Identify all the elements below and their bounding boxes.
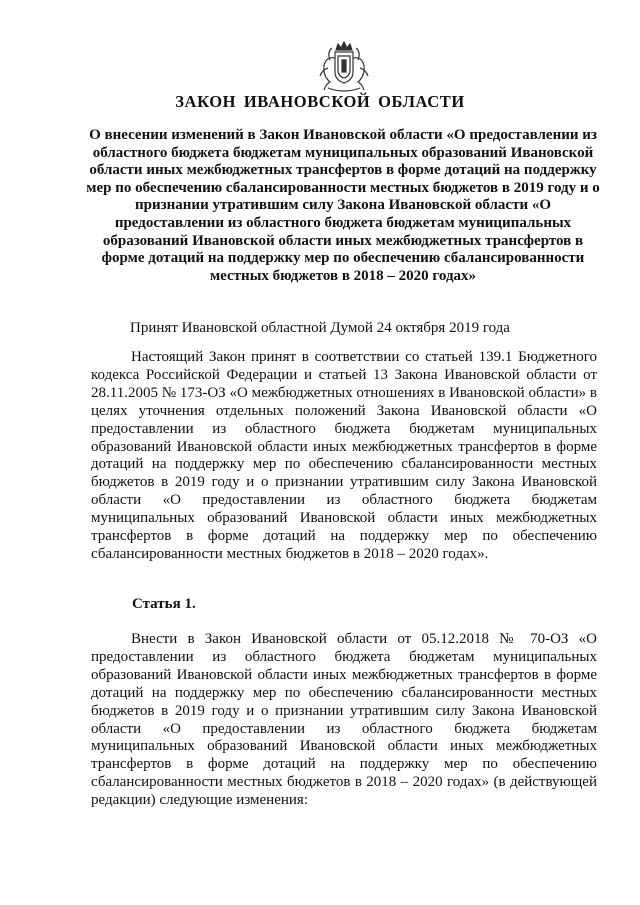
article-heading: Статья 1. (132, 596, 196, 612)
article-paragraph: Внести в Закон Ивановской области от 05.12.2018 № 70-ОЗ «О предоставлении из областного бюджета бюджетам муниципальных образований Ивановской области иных межбюджетных трансфертов в форме дотаций на поддержку мер по обеспечению сбалансированности местных бюджетов в 2019 году и о признании утратившим силу Закона Ивановской области «О предоставлении из областного бюджета бюджетам муниципальных образований Ивановской области иных межбюджетных трансфертов в форме дотаций на поддержку мер по обеспечению сбалансированности местных бюджетов в 2018 – 2020 годах» (в действующей редакции) следующие изменения: (91, 631, 597, 809)
preamble-paragraph: Настоящий Закон принят в соответствии со статьей 139.1 Бюджетного кодекса Российской Федерации и статьей 13 Закона Ивановской области от 28.11.2005 № 173-ОЗ «О межбюджетных отношениях в Ивановской области» в целях уточнения отдельных положений Закона Ивановской области «О предоставлении из областного бюджета бюджетам муниципальных образований Ивановской области иных межбюджетных трансфертов в форме дотаций на поддержку мер по обеспечению сбалансированности местных бюджетов в 2019 году и о признании утратившим силу Закона Ивановской области «О предоставлении из областного бюджета бюджетам муниципальных образований Ивановской области иных межбюджетных трансфертов в форме дотаций на поддержку мер по обеспечению сбалансированности местных бюджетов в 2018 – 2020 годах». (91, 349, 597, 562)
adoption-note: Принят Ивановской областной Думой 24 октября 2019 года (130, 320, 510, 336)
document-subtitle: О внесении изменений в Закон Ивановской области «О предоставлении из областного бюджета бюджетам муниципальных образований Ивановской области иных межбюджетных трансфертов в форме дотаций на поддержку мер по обеспечению сбалансированности местных бюджетов в 2019 году и о признании утратившим силу Закона Ивановской области «О предоставлении из областного бюджета бюджетам муниципальных образований Ивановской области иных межбюджетных трансфертов в форме дотаций на поддержку мер по обеспечению сбалансированности местных бюджетов в 2018 – 2020 годах» (86, 127, 600, 284)
coat-of-arms-icon (314, 38, 374, 96)
document-title: ЗАКОН ИВАНОВСКОЙ ОБЛАСТИ (175, 92, 465, 111)
